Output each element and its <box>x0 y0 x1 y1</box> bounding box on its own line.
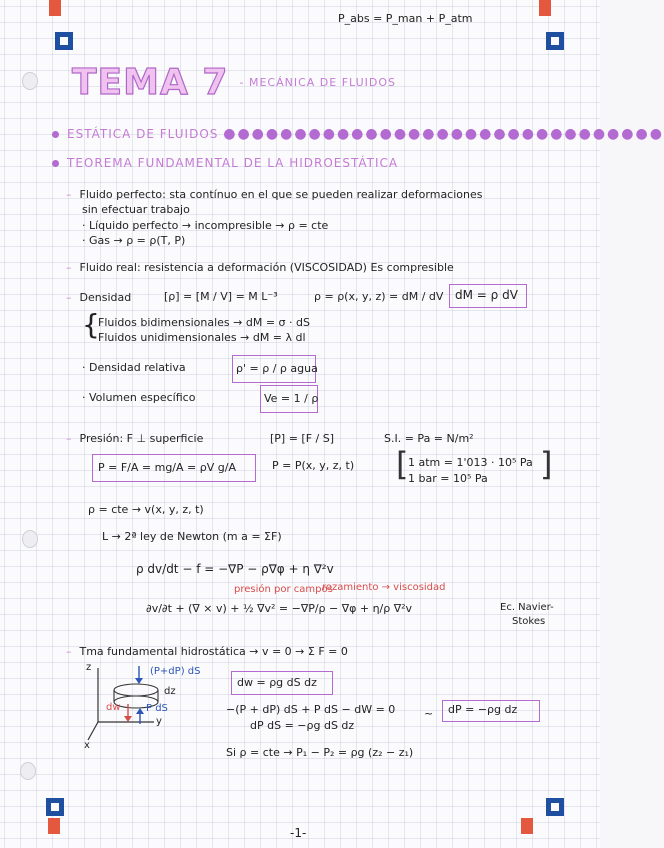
section-bullet <box>52 131 59 138</box>
gas-line: · Gas → ρ = ρ(T, P) <box>82 234 186 247</box>
header-note: P_abs = P_man + P_atm <box>338 12 473 25</box>
fluid-brace: { <box>82 308 100 341</box>
balance-line-1: −(P + dP) dS + P dS − dW = 0 <box>226 703 396 716</box>
units-bracket-right: ] <box>540 445 553 483</box>
pressure-label: – Presión: F ⊥ superficie <box>66 432 204 445</box>
binder-hole-bottom <box>20 762 36 780</box>
fig-axis-y: y <box>156 716 162 727</box>
label-pressure-term: presión <box>234 584 271 595</box>
title-main: TEMA 7 <box>72 62 229 103</box>
atm-line: 1 atm = 1'013 · 10⁵ Pa <box>408 456 533 469</box>
navier-stokes-name-2: Stokes <box>512 616 546 627</box>
red-tab-top-right <box>539 0 551 16</box>
section-theorem-label: TEOREMA FUNDAMENTAL DE LA HIDROESTÁTICA <box>67 156 399 170</box>
approx-sign: ~ <box>424 707 434 720</box>
rel-density-box-text: ρ' = ρ / ρ agua <box>236 362 318 375</box>
density-label: – Densidad <box>66 291 132 304</box>
fig-label-dw: dw <box>106 702 121 713</box>
ideal-fluid-text-1: Fluido perfecto: sta contínuo en el que se pueden realizar deformaciones <box>79 188 483 201</box>
navier-stokes-equation: ∂v/∂t + (∇ × v) + ½ ∇v² = −∇P/ρ − ∇φ + η/ρ ∇²v <box>146 602 412 615</box>
density-dimension: [ρ] = [M / V] = M L⁻³ <box>164 290 278 303</box>
pressure-label-text: Presión: F ⊥ superficie <box>79 432 204 445</box>
section-statics-label: ESTÁTICA DE FLUIDOS <box>67 127 219 141</box>
binder-hole-top <box>22 72 38 90</box>
newton-line: L → 2ª ley de Newton (m a = ΣF) <box>102 530 282 543</box>
dw-box-text: dw = ρg dS dz <box>237 676 317 689</box>
bar-line: 1 bar = 10⁵ Pa <box>408 472 488 485</box>
pressure-dimension: [P] = [F / S] <box>270 432 335 445</box>
dotted-rule: ●●●●●●●●●●●●●●●●●●●●●●●●●●●●●●● <box>223 126 664 142</box>
page-number: -1- <box>290 826 307 840</box>
real-fluid-text: Fluido real: resistencia a deformación (VISCOSIDAD) Es compresible <box>79 261 454 274</box>
rho-cte-line: ρ = cte → v(x, y, z, t) <box>88 503 204 516</box>
corner-marker-bottom-left <box>46 798 64 816</box>
density-function: ρ = ρ(x, y, z) = dM / dV <box>314 290 444 303</box>
fig-axis-z: z <box>86 662 92 673</box>
fig-label-dz: dz <box>164 686 176 697</box>
hydro-theorem-line: – Tma fundamental hidrostática → v = 0 → Σ F = 0 <box>66 645 348 658</box>
section-theorem <box>52 156 398 170</box>
balance-line-2: dP dS = −ρg dS dz <box>250 719 355 732</box>
corner-marker-bottom-right <box>546 798 564 816</box>
spec-volume-label: · Volumen específico <box>82 391 196 404</box>
fig-label-top-force: (P+dP) dS <box>150 666 201 677</box>
liquid-line: · Líquido perfecto → incompresible → ρ = cte <box>82 219 329 232</box>
title-sub: - MECÁNICA DE FLUIDOS <box>239 76 397 89</box>
red-tab-bottom-right <box>521 818 533 834</box>
page-title <box>72 62 396 103</box>
density-box-text: dM = ρ dV <box>455 288 518 302</box>
navier-stokes-name-1: Ec. Navier- <box>500 602 554 613</box>
spec-volume-box-text: Ve = 1 / ρ <box>264 392 319 405</box>
fluid-uni-line: Fluidos unidimensionales → dM = λ dl <box>98 331 306 344</box>
pressure-si: S.I. = Pa = N/m² <box>384 432 474 445</box>
label-fields-term: por campos <box>274 584 333 595</box>
fig-axis-x: x <box>84 740 90 751</box>
ideal-fluid-line-1: – Fluido perfecto: sta contínuo en el que se pueden realizar deformaciones <box>66 188 483 201</box>
section-bullet <box>52 160 59 167</box>
label-friction-term: rozamiento → viscosidad <box>322 582 446 593</box>
red-tab-bottom-left <box>48 818 60 834</box>
density-label-text: Densidad <box>79 291 132 304</box>
fig-label-pds: P dS <box>146 703 168 714</box>
binder-hole-middle <box>22 530 38 548</box>
newton-equation: ρ dv/dt − f = −∇P − ρ∇φ + η ∇²v <box>136 562 334 576</box>
result-line: Si ρ = cte → P₁ − P₂ = ρg (z₂ − z₁) <box>226 746 414 759</box>
real-fluid-line: – Fluido real: resistencia a deformación (VISCOSIDAD) Es compresible <box>66 261 454 274</box>
fluid-bi-line: Fluidos bidimensionales → dM = σ · dS <box>98 316 310 329</box>
rel-density-label: · Densidad relativa <box>82 361 186 374</box>
red-tab-top-left <box>49 0 61 16</box>
section-statics <box>52 126 664 142</box>
ideal-fluid-line-2: sin efectuar trabajo <box>82 203 190 216</box>
hydro-theorem-text: Tma fundamental hidrostática → v = 0 → Σ F = 0 <box>79 645 348 658</box>
pressure-box-text: P = F/A = mg/A = ρV g/A <box>98 461 236 474</box>
corner-marker-top-left <box>55 32 73 50</box>
units-bracket-left: [ <box>396 445 409 483</box>
balance-box-text: dP = −ρg dz <box>448 703 518 716</box>
pressure-function: P = P(x, y, z, t) <box>272 459 355 472</box>
corner-marker-top-right <box>546 32 564 50</box>
